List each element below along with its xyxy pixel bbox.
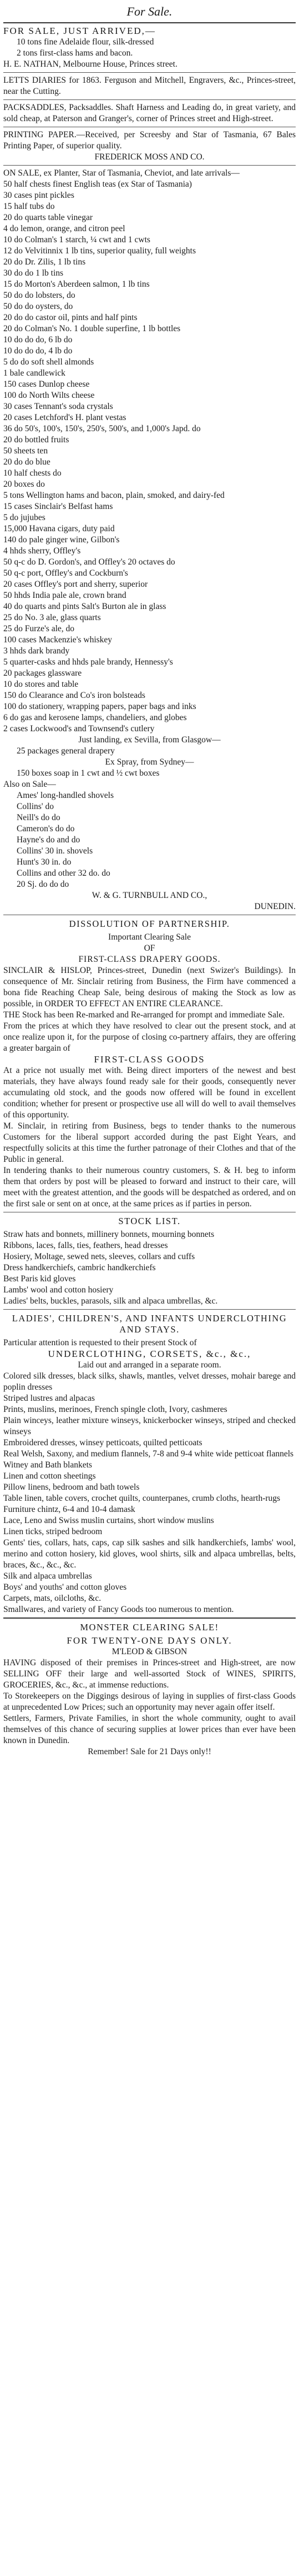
ad-title: DISSOLUTION OF PARTNERSHIP. bbox=[69, 918, 230, 929]
list-item: Ribbons, laces, falls, ties, feathers, head dresses bbox=[3, 1241, 168, 1250]
list-item: 50 q-c port, Offley's and Cockburn's bbox=[3, 568, 128, 578]
list-item: Plain winceys, leather mixture winseys, knickerbocker winseys, striped and checked winseys bbox=[3, 1416, 296, 1436]
list-item: 36 do 50's, 100's, 150's, 250's, 500's, and 1,000's Japd. do bbox=[3, 424, 201, 433]
item-list bbox=[3, 1371, 296, 1604]
list-item: 50 do do oysters, do bbox=[3, 302, 73, 311]
list-item: Boys' and youths' and cotton gloves bbox=[3, 1582, 127, 1592]
ad-diaries bbox=[3, 75, 296, 97]
list-item: Silk and alpaca umbrellas bbox=[3, 1571, 92, 1581]
ad-intro: ON SALE, ex Planter, Star of Tasmania, Cheviot, and late arrivals— bbox=[3, 168, 240, 178]
ad-subtitle: FOR TWENTY-ONE DAYS ONLY. bbox=[67, 1635, 232, 1646]
list-item: Witney and Bath blankets bbox=[3, 1460, 92, 1470]
ad-subtitle: FIRST-CLASS DRAPERY GOODS. bbox=[78, 955, 221, 964]
divider bbox=[3, 99, 296, 100]
list-item: 20 do do castor oil, pints and half pints bbox=[3, 313, 138, 322]
ad-signature: H. E. NATHAN, Melbourne House, Princes street. bbox=[3, 59, 178, 69]
list-item: 20 do Colman's No. 1 double superfine, 1 lb bottles bbox=[3, 324, 181, 333]
list-item: Hunt's 30 in. do bbox=[17, 857, 72, 867]
list-item: Furniture chintz, 6-4 and 10-4 damask bbox=[3, 1505, 135, 1514]
list-item: Best Paris kid gloves bbox=[3, 1274, 76, 1284]
ad-title: MONSTER CLEARING SALE! bbox=[80, 1622, 219, 1633]
list-item: 20 do do blue bbox=[3, 457, 50, 467]
divider bbox=[3, 22, 296, 23]
ad-paragraph: SINCLAIR & HISLOP, Princes-street, Dunedin (next Swizer's Buildings). In consequence of Mr. Sinclair retiring from Business, the Firm have commenced a bona fide Reaching Cheap Sale, being desirous of making the Stock as low as possible, in ORDER TO EFFECT AN ENTIRE CLEARANCE. bbox=[3, 966, 296, 1009]
ad-paragraph: At a price not usually met with. Being direct importers of the newest and best materials, they have always found ready sale for their goods, consequently never accumulating old stock, and the goods now offered will be found in excellent condition; whether for present or prospective use all will do well to avail themselves of this opportunity. bbox=[3, 1066, 296, 1120]
ad-subtitle: Important Clearing Sale bbox=[108, 932, 191, 942]
list-item: Table linen, table covers, crochet quilts, counterpanes, crumb cloths, hearth-rugs bbox=[3, 1494, 281, 1503]
ad-headline: FOR SALE, JUST ARRIVED,— bbox=[3, 26, 156, 36]
list-item: Ladies' belts, buckles, parasols, silk and alpaca umbrellas, &c. bbox=[3, 1296, 218, 1306]
list-item: 1 bale candlewick bbox=[3, 368, 65, 378]
ad-nathan bbox=[3, 26, 296, 70]
list-item: 20 boxes do bbox=[3, 480, 45, 489]
list-item: 20 do bottled fruits bbox=[3, 435, 69, 445]
list-item: 15 cases Sinclair's Belfast hams bbox=[3, 502, 113, 511]
list-item: 50 q-c do D. Gordon's, and Offley's 20 octaves do bbox=[3, 557, 175, 567]
ad-closing: Remember! Sale for 21 Days only!! bbox=[88, 1747, 211, 1756]
ad-line: 25 packages general drapery bbox=[17, 746, 115, 756]
ad-line: Laid out and arranged in a separate room. bbox=[78, 1360, 221, 1370]
list-item: 30 do do 1 lb tins bbox=[3, 268, 64, 278]
divider bbox=[3, 72, 296, 73]
ad-line: 10 tons fine Adelaide flour, silk-dressed bbox=[17, 37, 154, 47]
ad-line: 2 tons first-class hams and bacon. bbox=[17, 48, 133, 58]
list-item: 4 hhds sherry, Offley's bbox=[3, 546, 81, 556]
ad-firm: M'LEOD & GIBSON bbox=[112, 1647, 187, 1656]
ad-paragraph: From the prices at which they have resolved to clear out the present stock, and at once realize upon it, for the purpose of closing co-partnery affairs, they are offering a greater bargain of bbox=[3, 1021, 296, 1053]
list-item: 15 half tubs do bbox=[3, 202, 55, 211]
list-item: 100 do stationery, wrapping papers, paper bags and inks bbox=[3, 702, 196, 711]
list-item: 10 do do do, 6 lb do bbox=[3, 335, 73, 345]
divider bbox=[3, 165, 296, 166]
list-item: Collins and other 32 do. do bbox=[17, 868, 110, 878]
list-item: 12 do Velvitinnix 1 lb tins, superior quality, full weights bbox=[3, 246, 196, 256]
divider bbox=[3, 1618, 296, 1619]
list-item: Linen and cotton sheetings bbox=[3, 1471, 96, 1481]
item-list bbox=[3, 1229, 296, 1307]
ad-title: STOCK LIST. bbox=[118, 1216, 181, 1226]
list-item: Neill's do do bbox=[17, 813, 60, 822]
list-item: 100 cases Mackenzie's whiskey bbox=[3, 635, 113, 645]
list-item: 40 do quarts and pints Salt's Burton ale in glass bbox=[3, 602, 166, 611]
section-heading: For Sale. bbox=[126, 4, 173, 18]
list-item: 5 do jujubes bbox=[3, 513, 45, 522]
list-item: 140 do pale ginger wine, Gilbon's bbox=[3, 535, 120, 545]
list-item: 50 sheets ten bbox=[3, 446, 48, 456]
ad-subtitle: OF bbox=[144, 943, 155, 953]
ad-packsaddles bbox=[3, 102, 296, 124]
list-item: 50 hhds India pale ale, crown brand bbox=[3, 591, 126, 600]
ad-planter bbox=[3, 168, 296, 912]
list-item: Pillow linens, bedroom and bath towels bbox=[3, 1482, 140, 1492]
list-item: 15,000 Havana cigars, duty paid bbox=[3, 524, 115, 533]
list-item: 25 do Furze's ale, do bbox=[3, 624, 75, 633]
list-item: 25 do No. 3 ale, glass quarts bbox=[3, 613, 101, 622]
list-item: 150 cases Dunlop cheese bbox=[3, 380, 90, 389]
list-item: 20 cases Offley's port and sherry, superior bbox=[3, 580, 148, 589]
list-item: Gents' ties, collars, hats, caps, cap silk sashes and silk handkerchiefs, lambs' wool, merino and cotton hosiery, kid gloves, wool shirts, silk and alpaca umbrellas, belts, braces, &c., &c., &c. bbox=[3, 1538, 296, 1570]
ad-monster-sale bbox=[3, 1622, 296, 1758]
list-item: 6 do gas and kerosene lamps, chandeliers, and globes bbox=[3, 713, 187, 722]
list-item: 50 half chests finest English teas (ex Star of Tasmania) bbox=[3, 179, 192, 189]
ad-signature-place: DUNEDIN. bbox=[254, 902, 296, 911]
list-item: Carpets, mats, oilcloths, &c. bbox=[3, 1594, 102, 1603]
list-item: Striped lustres and alpacas bbox=[3, 1394, 95, 1403]
ad-note: Ex Spray, from Sydney— bbox=[105, 757, 194, 767]
list-item: 2 cases Lockwood's and Townsend's cutlery bbox=[3, 724, 155, 733]
ad-closing: Smallwares, and variety of Fancy Goods too numerous to mention. bbox=[3, 1605, 234, 1614]
list-item: Prints, muslins, merinoes, French spingle cloth, Ivory, cashmeres bbox=[3, 1405, 227, 1414]
list-item: 3 hhds dark brandy bbox=[3, 646, 70, 656]
list-item: Dress handkerchiefs, cambric handkerchiefs bbox=[3, 1263, 156, 1272]
list-item: 20 packages glassware bbox=[3, 668, 82, 678]
ad-text: PACKSADDLES, Packsaddles. Shaft Harness and Leading do, in great variety, and sold cheap, at Paterson and Granger's, corner of Princes street and High-street. bbox=[3, 103, 296, 123]
ad-stock-list bbox=[3, 1216, 296, 1307]
list-item: 150 do Clearance and Co's iron bolsteads bbox=[3, 691, 145, 700]
list-item: 20 Sj. do do do bbox=[17, 880, 69, 889]
ad-paragraph: In tendering thanks to their numerous country customers, S. & H. beg to inform them that orders by post will be pleased to forward and instruct to their care, will meet with the greatest attention, and the goods will be despatched as ordered, and on the first sale or sent on at once, at the same prices as if parties in person. bbox=[3, 1166, 296, 1209]
list-item: 30 cases Tennant's soda crystals bbox=[3, 402, 113, 411]
list-item: Ames' long-handled shovels bbox=[17, 791, 114, 800]
ad-paragraph: THE Stock has been Re-marked and Re-arranged for prompt and immediate Sale. bbox=[3, 1010, 285, 1020]
list-item: 5 tons Wellington hams and bacon, plain, smoked, and dairy-fed bbox=[3, 491, 225, 500]
ad-paragraph: M. Sinclair, in retiring from Business, begs to tender thanks to the numerous Customers for the liberal support accorded during the past Eight Years, and respectfully solicits at this time the further patronage of their Clothes and that of the Public in general. bbox=[3, 1121, 296, 1164]
list-item: 10 do stores and table bbox=[3, 680, 79, 689]
ad-headline: UNDERCLOTHING, CORSETS, &c., &c., bbox=[48, 1349, 251, 1359]
divider bbox=[3, 1309, 296, 1310]
list-item: 15 do Morton's Aberdeen salmon, 1 lb tins bbox=[3, 279, 150, 289]
ad-note: Just landing, ex Sevilla, from Glasgow— bbox=[78, 735, 221, 745]
ad-printing-paper bbox=[3, 129, 296, 163]
list-item: 20 do quarts table vinegar bbox=[3, 213, 93, 222]
ad-paragraph: HAVING disposed of their premises in Princes-street and High-street, are now SELLING OFF their large and well-assorted Stock of WINES, SPIRITS, GROCERIES, &c., &c., at immense reductions. bbox=[3, 1658, 296, 1690]
ad-dissolution bbox=[3, 918, 296, 1210]
list-item: Hayne's do and do bbox=[17, 835, 80, 845]
ad-line: Particular attention is requested to their present Stock of bbox=[3, 1338, 197, 1347]
list-item: 100 do North Wilts cheese bbox=[3, 391, 95, 400]
list-item: 10 half chests do bbox=[3, 468, 62, 478]
list-item: Hosiery, Moltage, sewed nets, sleeves, collars and cuffs bbox=[3, 1252, 195, 1261]
list-item: Colored silk dresses, black silks, shawls, mantles, velvet dresses, mohair barege and poplin dresses bbox=[3, 1371, 296, 1392]
item-list bbox=[3, 790, 296, 890]
list-item: Lace, Leno and Swiss muslin curtains, short window muslins bbox=[3, 1516, 214, 1525]
ad-line: 150 boxes soap in 1 cwt and ½ cwt boxes bbox=[17, 768, 160, 778]
item-list bbox=[3, 179, 296, 735]
list-item: 30 cases pint pickles bbox=[3, 191, 74, 200]
ad-note: Also on Sale— bbox=[3, 780, 56, 789]
list-item: Linen ticks, striped bedroom bbox=[3, 1527, 103, 1536]
ad-text: LETTS DIARIES for 1863. Ferguson and Mitchell, Engravers, &c., Princes-street, near the Cutting. bbox=[3, 76, 296, 96]
ad-paragraph: Settlers, Farmers, Private Families, in short the whole community, ought to avail themselves of this chance of securing supplies at lower prices than ever have been known in Dunedin. bbox=[3, 1714, 296, 1745]
ad-signature: FREDERICK MOSS AND CO. bbox=[94, 152, 205, 162]
list-item: 10 do do do, 4 lb do bbox=[3, 346, 73, 356]
list-item: 4 do lemon, orange, and citron peel bbox=[3, 224, 125, 233]
list-item: Cameron's do do bbox=[17, 824, 75, 833]
ad-paragraph: To Storekeepers on the Diggings desirous of laying in supplies of first-class Goods at unprecedented Low Prices; such an opportunity may never again offer itself. bbox=[3, 1691, 296, 1712]
list-item: 5 quarter-casks and hhds pale brandy, Hennessy's bbox=[3, 657, 173, 667]
list-item: Collins' 30 in. shovels bbox=[17, 846, 93, 856]
list-item: 20 cases Letchford's H. plant vestas bbox=[3, 413, 126, 422]
ad-text: PRINTING PAPER.—Received, per Screesby and Star of Tasmania, 67 Bales Printing Paper, of superior quality. bbox=[3, 130, 296, 151]
list-item: 10 do Colman's 1 starch, ¼ cwt and 1 cwts bbox=[3, 235, 150, 244]
list-item: 20 do Dr. Zilis, 1 lb tins bbox=[3, 257, 86, 267]
ad-title: LADIES', CHILDREN'S, AND INFANTS UNDERCLOTHING AND STAYS. bbox=[12, 1313, 287, 1335]
list-item: Straw hats and bonnets, millinery bonnets, mourning bonnets bbox=[3, 1230, 215, 1239]
ad-underclothing bbox=[3, 1313, 296, 1615]
ad-signature: W. & G. TURNBULL AND CO., bbox=[92, 891, 207, 900]
list-item: 50 do do lobsters, do bbox=[3, 291, 75, 300]
list-item: Collins' do bbox=[17, 802, 54, 811]
ad-headline: FIRST-CLASS GOODS bbox=[94, 1054, 205, 1065]
list-item: Real Welsh, Saxony, and medium flannels, 7-8 and 9-4 white wide petticoat flannels bbox=[3, 1449, 294, 1459]
list-item: 5 do do soft shell almonds bbox=[3, 357, 94, 367]
list-item: Embroidered dresses, winsey petticoats, quilted petticoats bbox=[3, 1438, 202, 1447]
list-item: Lambs' wool and cotton hosiery bbox=[3, 1285, 114, 1295]
